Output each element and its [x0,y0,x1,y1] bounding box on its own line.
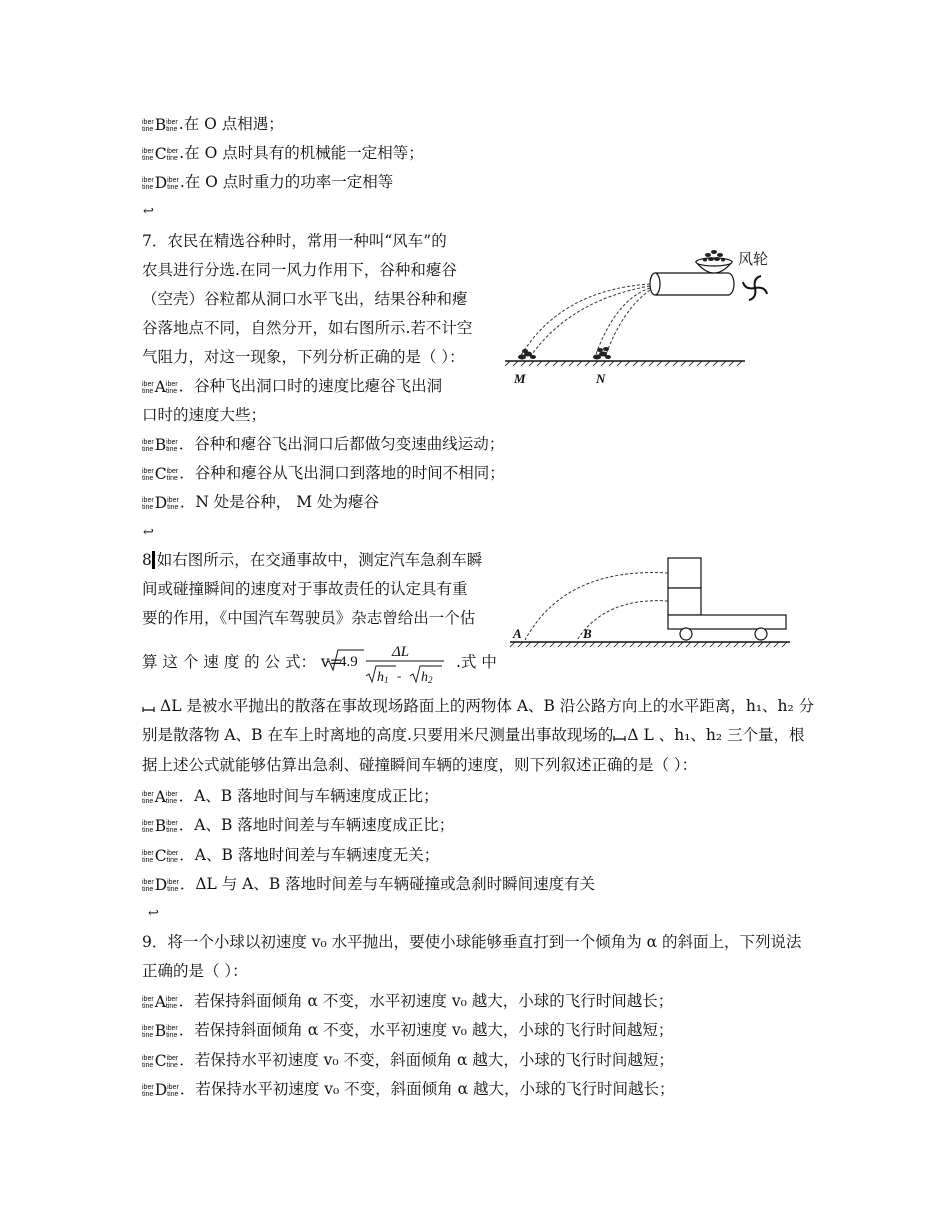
label-b: B [583,626,592,641]
wind-wheel-label: 风轮 [738,252,769,268]
field-tag: iber tine [167,1084,179,1098]
field-tag: iber tine [142,850,154,864]
q7-figure-winnower [500,240,769,390]
q8-line-3: 要的作用，《中国汽车驾驶员》杂志曾给出一个估 [142,609,476,627]
field-tag: iber tine [142,381,154,395]
q7-option-a-cont: 口时的速度大些； [142,406,267,424]
paragraph-mark-icon: ↩ [148,906,159,921]
wheel-rear [680,628,692,640]
q8-option-a: iber tine A iber tine ．A、B 落地时间与车辆速度成正比； [142,787,439,806]
field-tag: iber tine [142,177,154,191]
wind-wheel-icon [743,276,767,300]
box-top [668,558,701,588]
tube-opening [650,273,660,295]
q7-option-d: iber tine D iber tine ．N 处是谷种， M 处为瘪谷 [142,493,380,512]
q8-formula-suffix: .式 中 [456,653,497,671]
svg-text:h1: h1 [377,670,389,685]
q7-line-1: 7．农民在精选谷种时，常用一种叫“风车”的 [142,232,447,250]
label-a: A [513,626,522,641]
q7-line-2: 农具进行分选.在同一风力作用下，谷种和瘪谷 [142,261,457,279]
field-tag: iber tine [167,177,179,191]
paragraph-mark-icon: ↩ [143,204,154,219]
q8-line-2: 间或碰撞瞬间的速度对于事故责任的认定具有重 [142,580,468,598]
q9-option-d: iber tine D iber tine ．若保持水平初速度 v₀ 不变，斜面倾角 α 越大，小球的飞行时间越长； [142,1080,675,1099]
field-tag: iber tine [142,1025,154,1039]
field-tag: iber tine [142,879,154,893]
box-bottom [668,588,701,615]
svg-text:-: - [397,668,402,683]
q6-option-d: iber tine D iber tine .在 O 点时重力的功率一定相等 [142,173,394,192]
svg-text:h2: h2 [421,670,433,685]
field-tag: iber tine [142,820,154,834]
q9-option-a: iber tine A iber tine ．若保持斜面倾角 α 不变，水平初速度 v₀ 越大，小球的飞行时间越长； [142,992,674,1011]
q8-figure-truck [505,552,795,657]
q6-option-b: iber tine B iber tine .在 O 点相遇； [142,115,284,134]
q8-para-line-1: ΔL 是被水平抛出的散落在事故现场路面上的两物体 A、B 沿公路方向上的水平距离，h₁、h₂ 分 [160,697,815,715]
field-tag: iber tine [142,148,154,162]
q9-option-b: iber tine B iber tine ．若保持斜面倾角 α 不变，水平初速度 v₀ 越大，小球的飞行时间越短； [142,1021,674,1040]
q7-line-4: 谷落地点不同，自然分开，如右图所示.若不计空 [142,319,473,337]
field-tag: iber tine [166,1025,178,1039]
field-tag: iber tine [167,879,179,893]
field-tag: iber tine [142,468,154,482]
field-tag: iber tine [166,119,178,133]
field-tag: iber tine [142,791,154,805]
q9-line-2: 正确的是（ ）： [142,962,248,980]
field-tag: iber tine [165,381,178,395]
field-tag: iber tine [166,820,178,834]
q6-option-c: iber tine C iber tine .在 O 点时具有的机械能一定相等； [142,144,424,163]
svg-text:ΔL: ΔL [392,644,410,660]
field-tag: iber tine [142,1055,154,1069]
field-tag: iber tine [142,996,154,1010]
tube [655,273,734,295]
bracket-mark-icon [613,730,627,742]
q7-line-5: 气阻力，对这一现象，下列分析正确的是（ ）： [142,348,465,366]
q8-para-line-2: 别是散落物 A、B 在车上时离地的高度.只要用米尺测量出事故现场的 Δ L 、h₁、h₂ 三个量，根 [142,726,805,744]
field-tag: iber tine [165,996,178,1010]
label-n: N [596,371,606,386]
truck-bed [668,615,786,629]
field-tag: iber tine [142,1084,154,1098]
q8-line-1: 8.如右图所示，在交通事故中，测定汽车急刹车瞬 [142,551,483,569]
field-tag: iber tine [167,497,179,511]
q9-option-c: iber tine C iber tine ．若保持水平初速度 v₀ 不变，斜面倾角 α 越大，小球的飞行时间越短； [142,1051,674,1070]
field-tag: iber tine [142,119,154,133]
q7-option-a: iber tine A iber tine ．谷种飞出洞口时的速度比瘪谷飞出洞 [142,377,443,396]
q7-option-c: iber tine C iber tine ．谷种和瘪谷从飞出洞口到落地的时间不相同； [142,464,505,483]
field-tag: iber tine [142,439,154,453]
bracket-mark-icon [142,700,156,714]
label-m: M [514,371,526,386]
svg-text:4.9: 4.9 [339,654,358,670]
field-tag: iber tine [166,439,178,453]
ground-pile-m [518,349,536,360]
field-tag: iber tine [166,1055,179,1069]
ground-pile-n [593,347,611,360]
field-tag: iber tine [166,468,179,482]
paragraph-mark-icon: ↩ [143,525,154,540]
q9-line-1: 9．将一个小球以初速度 v₀ 水平抛出，要使小球能够垂直打到一个倾角为 α 的斜面上，下列说法 [142,933,802,951]
trajectories [520,284,650,357]
q8-option-b: iber tine B iber tine ．A、B 落地时间差与车辆速度成正比； [142,816,455,835]
q7-line-3: （空壳）谷粒都从洞口水平飞出，结果谷种和瘪 [142,290,468,308]
field-tag: iber tine [166,148,179,162]
q8-formula [324,636,454,686]
field-tag: iber tine [142,497,154,511]
field-tag: iber tine [165,791,178,805]
q8-para-line-3: 据上述公式就能够估算出急刹、碰撞瞬间车辆的速度，则下列叙述正确的是（ ）： [142,756,698,774]
q8-option-c: iber tine C iber tine ．A、B 落地时间差与车辆速度无关； [142,846,440,865]
field-tag: iber tine [166,850,179,864]
trajectories [525,573,668,640]
q7-option-b: iber tine B iber tine ．谷种和瘪谷飞出洞口后都做匀变速曲线运动； [142,435,505,454]
q8-formula-prefix: 算 这 个 速 度 的 公 式： v= [142,653,343,671]
wheel-front [755,628,767,640]
q8-option-d: iber tine D iber tine ．ΔL 与 A、B 落地时间差与车辆碰撞或急刹时瞬间速度有关 [142,875,596,894]
